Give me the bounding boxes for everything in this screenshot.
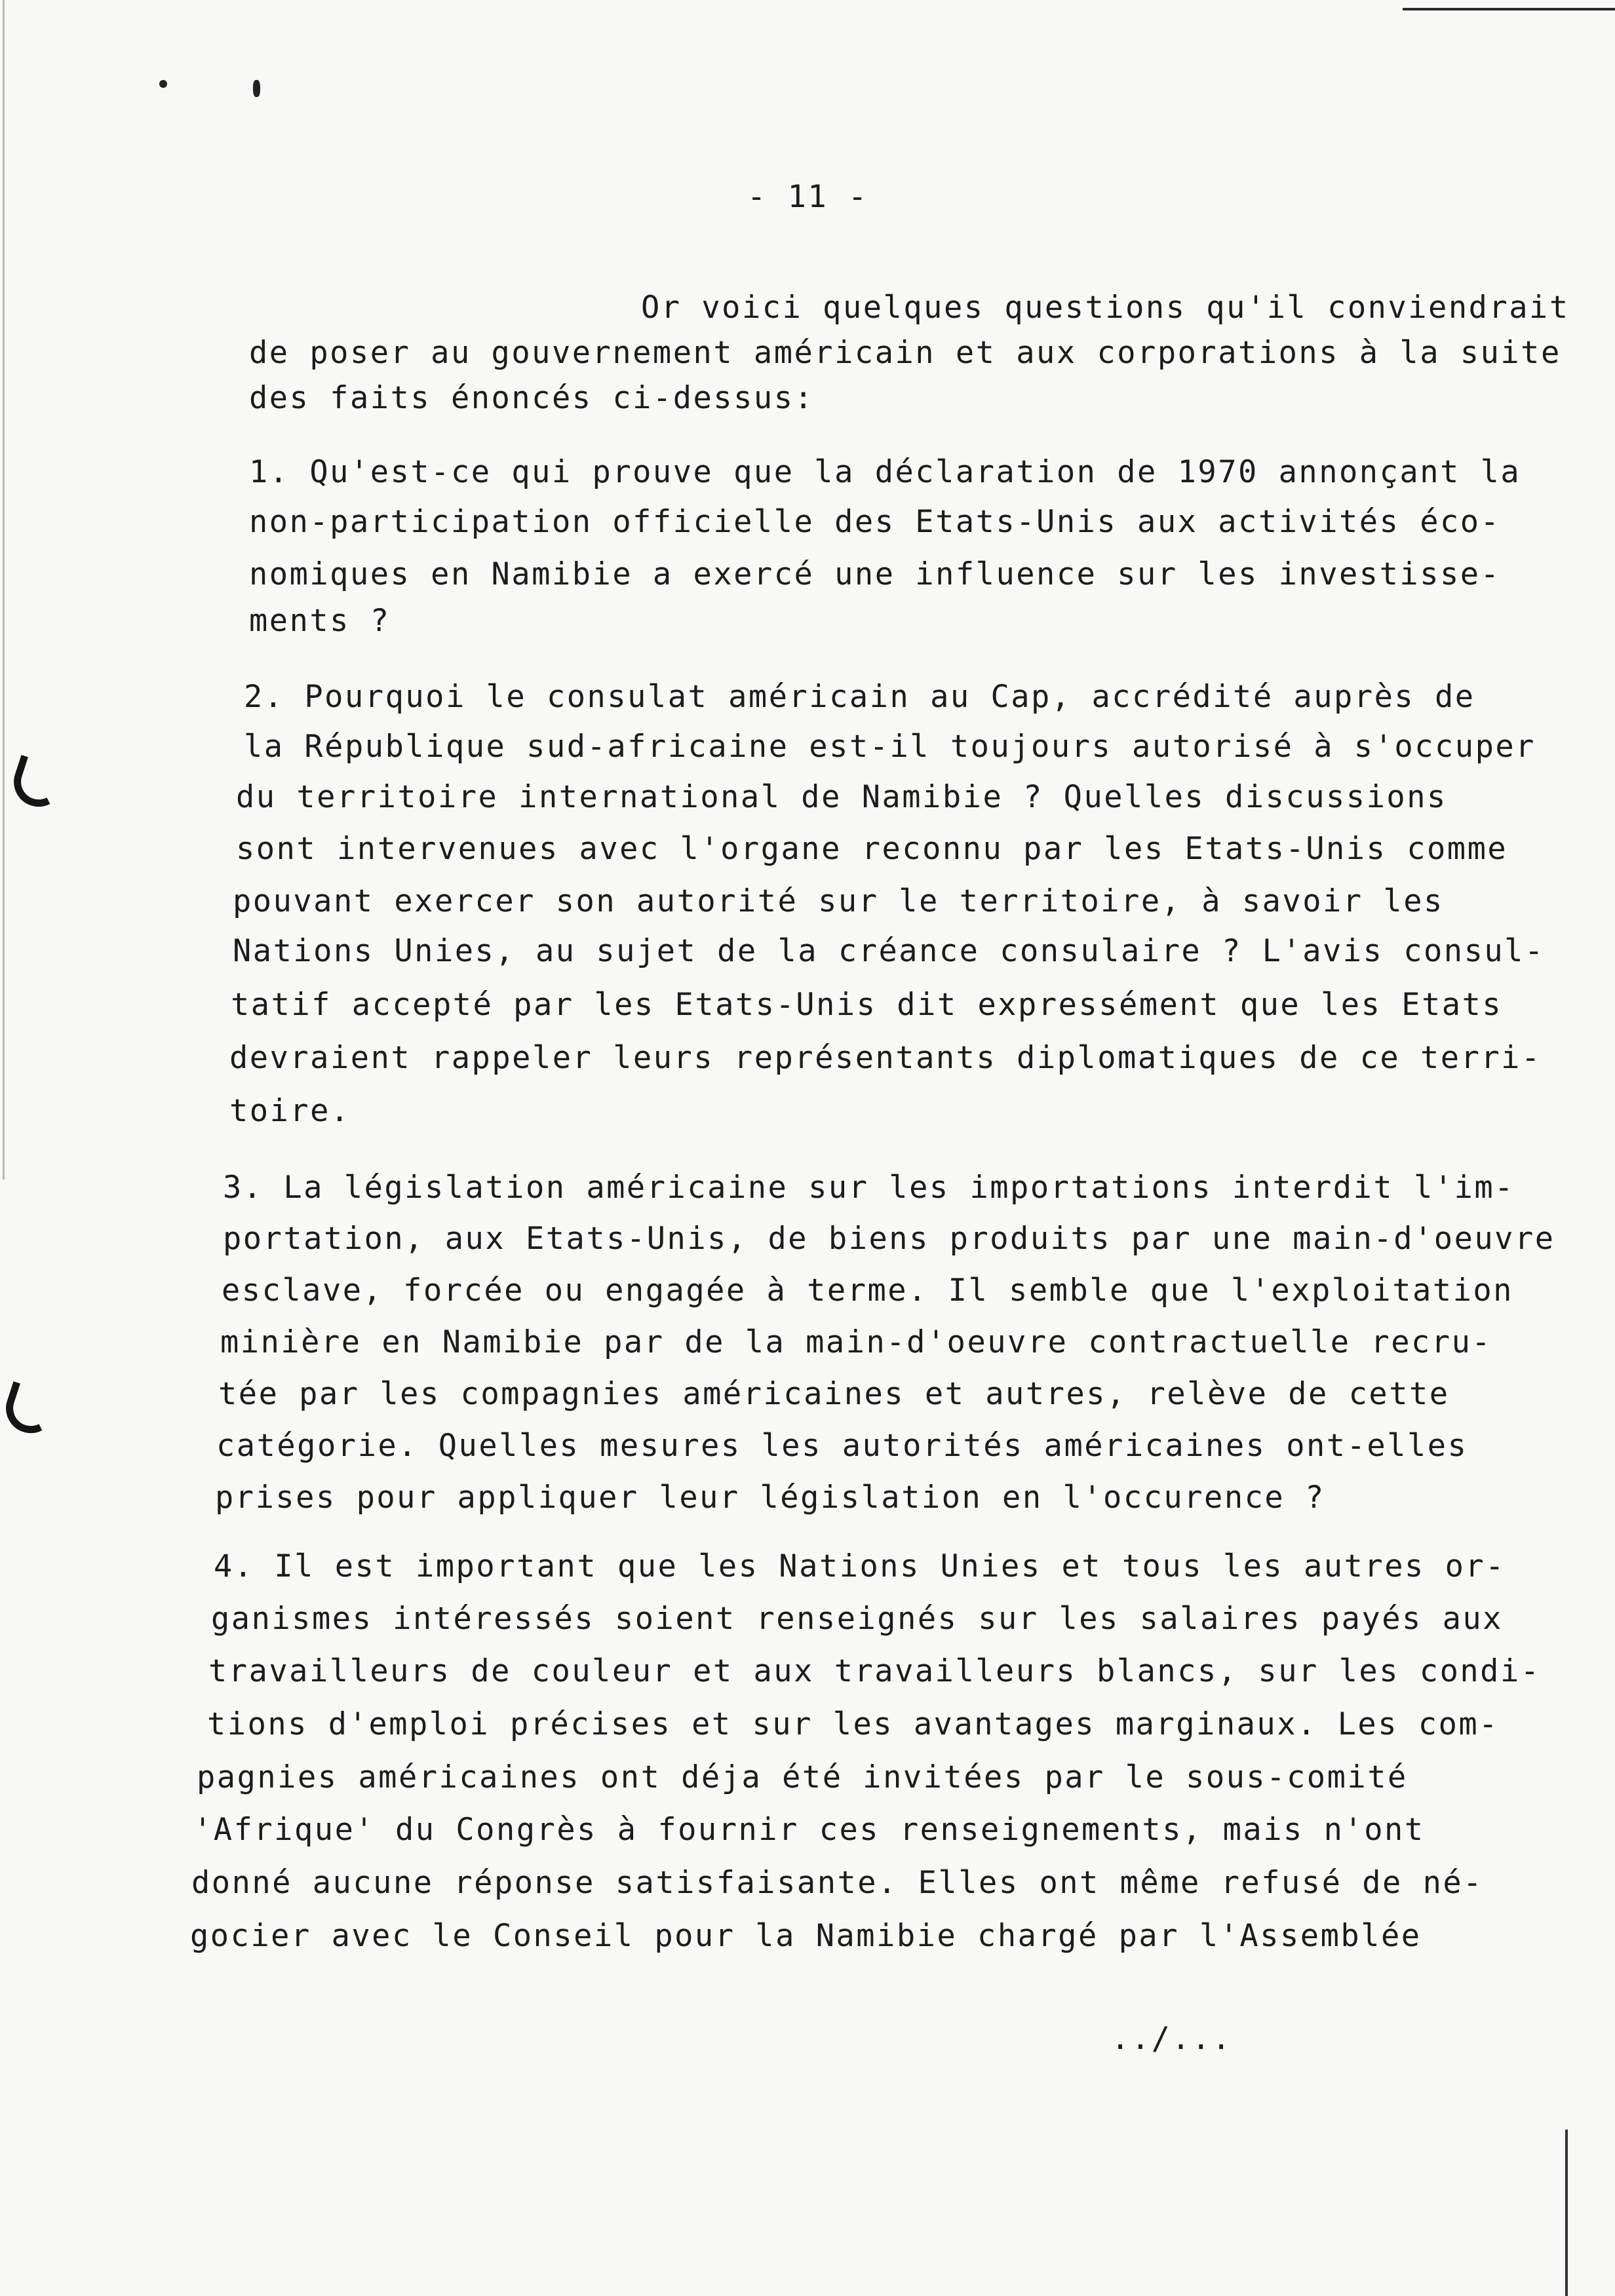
question-line: prises pour appliquer leur législation en l'occurence ?: [215, 1480, 1325, 1516]
question-line: 4. Il est important que les Nations Unies et tous les autres or-: [214, 1548, 1506, 1584]
question-line: esclave, forcée ou engagée à terme. Il semble que l'exploitation: [222, 1272, 1513, 1309]
question-line: Nations Unies, au sujet de la créance consulaire ? L'avis consul-: [233, 933, 1545, 969]
question-line: ganismes intéressés soient renseignés sur les salaires payés aux: [211, 1601, 1503, 1637]
question-line: pouvant exercer son autorité sur le territoire, à savoir les: [233, 883, 1444, 919]
scan-edge-left: [3, 0, 5, 1179]
question-line: minière en Namibie par de la main-d'oeuvre contractuelle recru-: [220, 1324, 1492, 1360]
scan-edge-right: [1565, 2130, 1568, 2296]
question-line: toire.: [229, 1093, 351, 1129]
question-line: 2. Pourquoi le consulat américain au Cap, accrédité auprès de: [244, 679, 1475, 715]
question-line: nomiques en Namibie a exercé une influence sur les investisse-: [249, 556, 1501, 592]
question-line: la République sud-africaine est-il toujours autorisé à s'occuper: [244, 729, 1536, 765]
intro-line: Or voici quelques questions qu'il conviendrait: [641, 290, 1570, 326]
question-line: tions d'emploi précises et sur les avantages marginaux. Les com-: [207, 1706, 1499, 1742]
scan-speck: [253, 80, 260, 97]
intro-line: de poser au gouvernement américain et aux corporations à la suite: [249, 335, 1561, 371]
scan-edge-top: [1403, 8, 1615, 10]
question-line: catégorie. Quelles mesures les autorités américaines ont-elles: [216, 1428, 1468, 1464]
question-line: donné aucune réponse satisfaisante. Elles ont même refusé de né-: [191, 1865, 1483, 1901]
question-line: tée par les compagnies américaines et autres, relève de cette: [218, 1376, 1450, 1412]
question-line: sont intervenues avec l'organe reconnu par les Etats-Unis comme: [236, 831, 1508, 867]
question-line: gocier avec le Conseil pour la Namibie chargé par l'Assemblée: [190, 1918, 1422, 1954]
question-line: non-participation officielle des Etats-Unis aux activités éco-: [249, 504, 1501, 540]
question-line: ments ?: [249, 603, 391, 639]
page-number: - 11 -: [747, 179, 868, 215]
scan-speck: [159, 80, 167, 88]
punch-hole-mark: [7, 755, 69, 813]
question-line: 3. La législation américaine sur les importations interdit l'im-: [223, 1170, 1515, 1206]
question-line: devraient rappeler leurs représentants diplomatiques de ce terri-: [229, 1040, 1542, 1076]
question-line: 1. Qu'est-ce qui prouve que la déclaration de 1970 annonçant la: [249, 454, 1521, 490]
intro-line: des faits énoncés ci-dessus:: [249, 380, 815, 416]
punch-hole-mark: [0, 1381, 61, 1440]
continuation-marker: ../...: [1111, 2021, 1232, 2057]
question-line: tatif accepté par les Etats-Unis dit expressément que les Etats: [231, 987, 1503, 1023]
question-line: travailleurs de couleur et aux travailleurs blancs, sur les condi-: [208, 1653, 1541, 1689]
question-line: du territoire international de Namibie ? Quelles discussions: [236, 779, 1447, 815]
question-line: portation, aux Etats-Unis, de biens produits par une main-d'oeuvre: [223, 1221, 1555, 1257]
question-line: pagnies américaines ont déja été invitées par le sous-comité: [197, 1759, 1408, 1795]
question-line: 'Afrique' du Congrès à fournir ces renseignements, mais n'ont: [193, 1812, 1425, 1848]
